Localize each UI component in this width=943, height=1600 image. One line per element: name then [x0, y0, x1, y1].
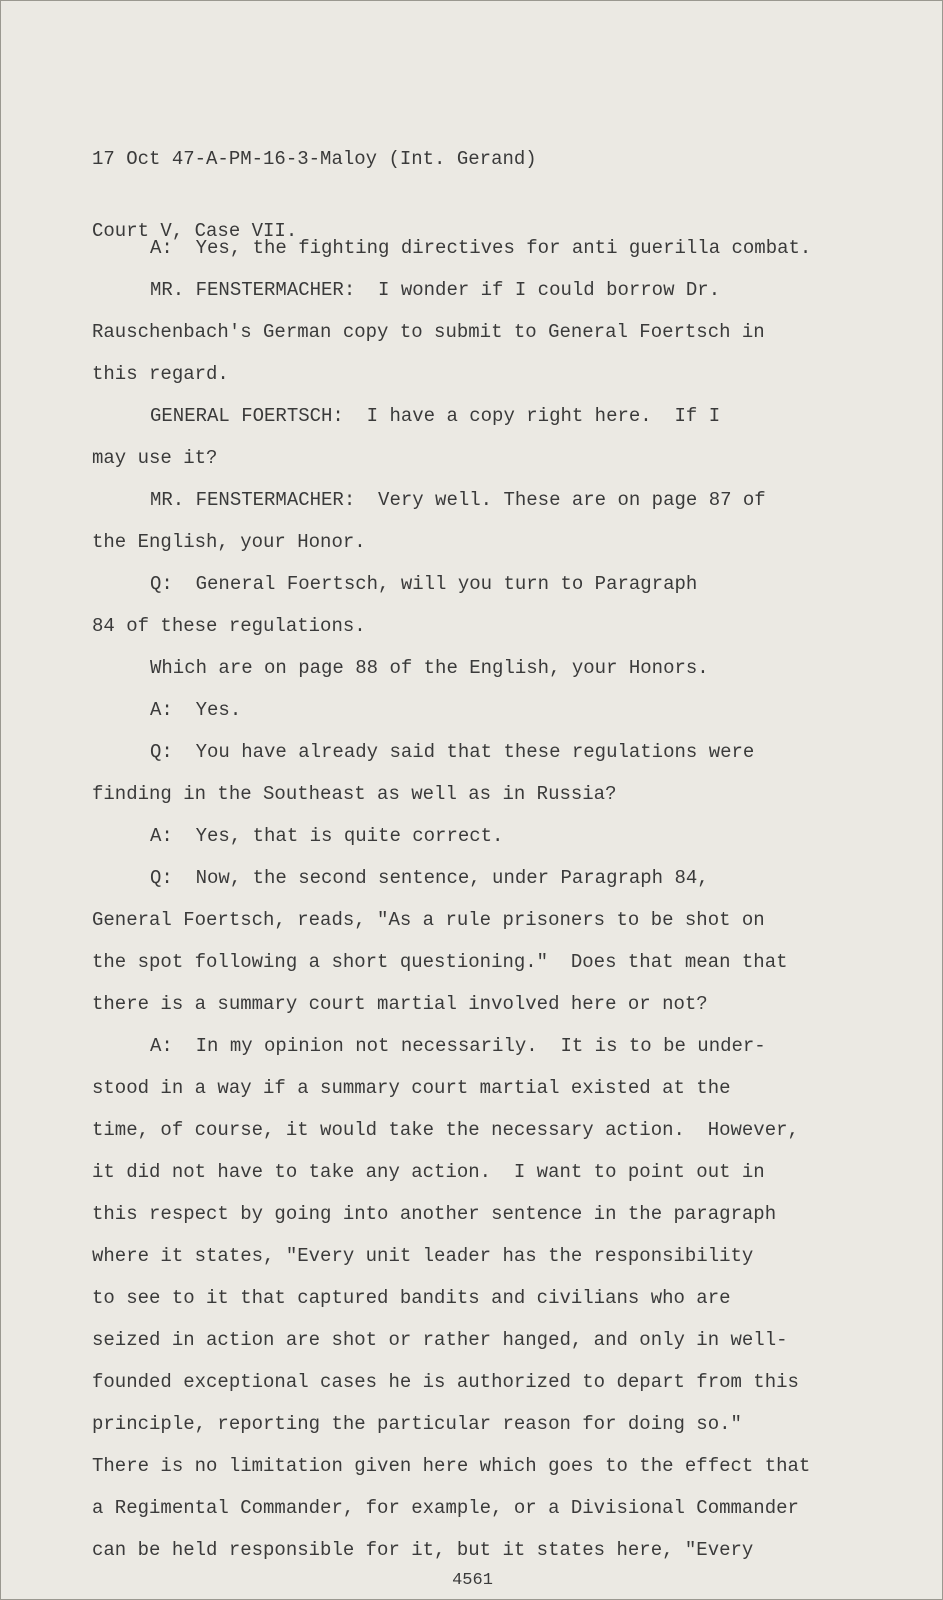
transcript-body: [92, 227, 912, 1571]
transcript-line: Which are on page 88 of the English, your Honors.: [150, 657, 709, 679]
transcript-line: MR. FENSTERMACHER: Very well. These are on page 87 of: [150, 489, 766, 511]
transcript-line: the English, your Honor.: [92, 531, 366, 553]
transcript-line: Q: General Foertsch, will you turn to Paragraph: [150, 573, 698, 595]
transcript-line: there is a summary court martial involved here or not?: [92, 993, 708, 1015]
transcript-line: A: Yes, the fighting directives for anti guerilla combat.: [150, 237, 812, 259]
transcript-line: stood in a way if a summary court martial existed at the: [92, 1077, 731, 1099]
transcript-line: Rauschenbach's German copy to submit to General Foertsch in: [92, 321, 765, 343]
transcript-line: founded exceptional cases he is authorized to depart from this: [92, 1371, 799, 1393]
transcript-line: Q: You have already said that these regulations were: [150, 741, 755, 763]
transcript-line: There is no limitation given here which goes to the effect that: [92, 1455, 811, 1477]
header-court-line: Court V, Case VII.: [92, 220, 298, 242]
transcript-line: to see to it that captured bandits and civilians who are: [92, 1287, 731, 1309]
transcript-line: time, of course, it would take the necessary action. However,: [92, 1119, 799, 1141]
transcript-line: the spot following a short questioning." Does that mean that: [92, 951, 788, 973]
transcript-line: finding in the Southeast as well as in Russia?: [92, 783, 617, 805]
transcript-line: MR. FENSTERMACHER: I wonder if I could borrow Dr.: [150, 279, 721, 301]
transcript-line: 84 of these regulations.: [92, 615, 366, 637]
header-session-line: 17 Oct 47-A-PM-16-3-Maloy (Int. Gerand): [92, 148, 537, 170]
transcript-line: it did not have to take any action. I want to point out in: [92, 1161, 765, 1183]
transcript-line: a Regimental Commander, for example, or a Divisional Commander: [92, 1497, 799, 1519]
transcript-line: principle, reporting the particular reason for doing so.": [92, 1413, 742, 1435]
transcript-line: seized in action are shot or rather hanged, and only in well-: [92, 1329, 788, 1351]
transcript-line: Q: Now, the second sentence, under Paragraph 84,: [150, 867, 709, 889]
transcript-line: this regard.: [92, 363, 229, 385]
transcript-line: can be held responsible for it, but it states here, "Every: [92, 1539, 754, 1561]
transcript-line: may use it?: [92, 447, 218, 469]
transcript-line: where it states, "Every unit leader has the responsibility: [92, 1245, 754, 1267]
transcript-line: A: In my opinion not necessarily. It is to be under-: [150, 1035, 766, 1057]
transcript-line: A: Yes.: [150, 699, 242, 721]
transcript-line: this respect by going into another sentence in the paragraph: [92, 1203, 777, 1225]
transcript-line: GENERAL FOERTSCH: I have a copy right here. If I: [150, 405, 721, 427]
transcript-line: General Foertsch, reads, "As a rule prisoners to be shot on: [92, 909, 765, 931]
page-number: 4561: [452, 1571, 493, 1590]
transcript-line: A: Yes, that is quite correct.: [150, 825, 504, 847]
